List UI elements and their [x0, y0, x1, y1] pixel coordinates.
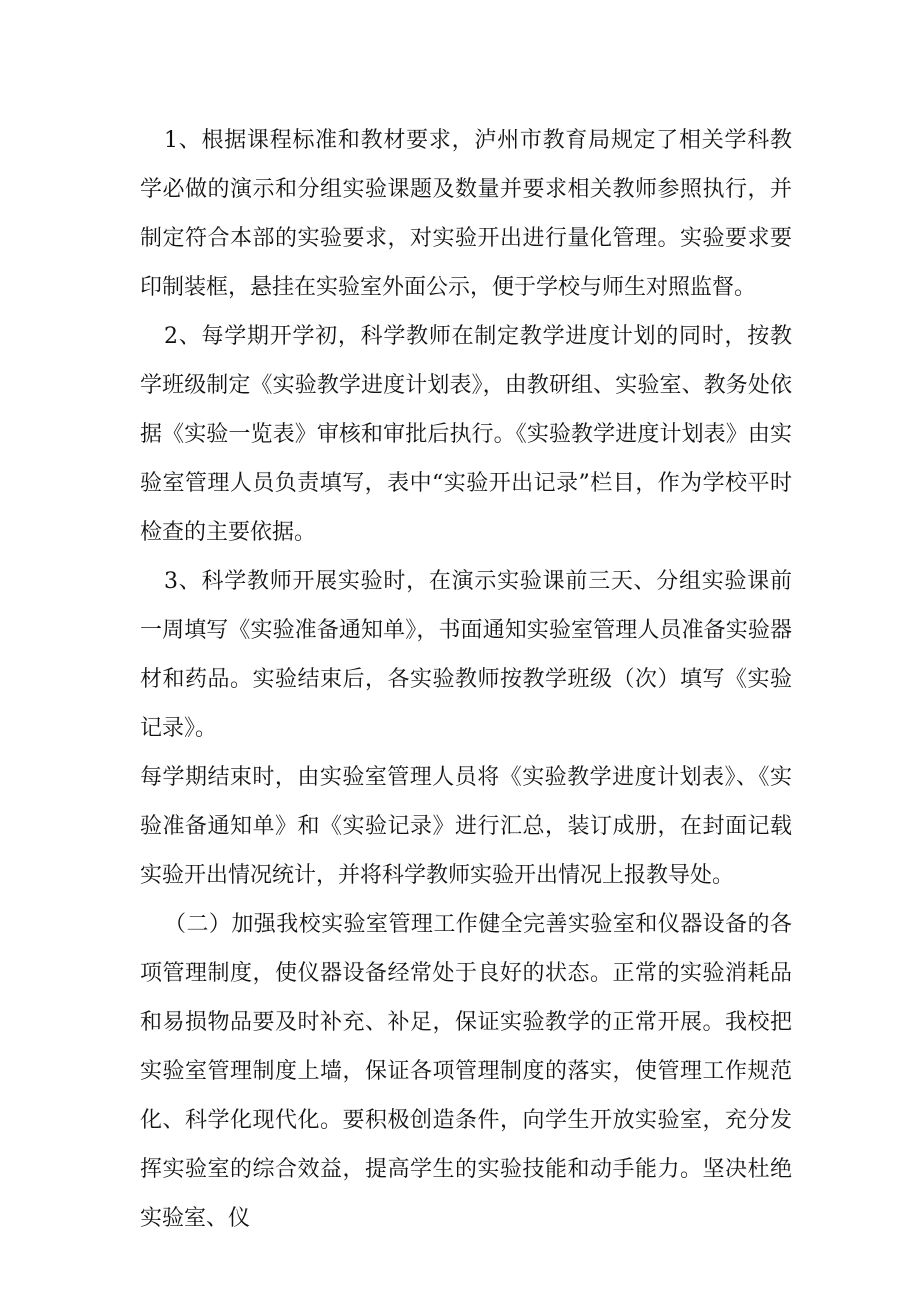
paragraph-semester-end-summary: 每学期结束时，由实验室管理人员将《实验教学进度计划表》、《实验准备通知单》和《实验记录》进行汇总，装订成册，在封面记载实验开出情况统计，并将科学教师实验开出情况上报教导处。	[140, 765, 792, 888]
paragraph-3-experiment-notice: 3、科学教师开展实验时，在演示实验课前三天、分组实验课前一周填写《实验准备通知单》，书面通知实验室管理人员准备实验器材和药品。实验结束后，各实验教师按教学班级（次）填写《实验记录》。	[140, 569, 792, 741]
document-body	[140, 116, 792, 1243]
paragraph-section-2-lab-management: （二）加强我校实验室管理工作健全完善实验室和仪器设备的各项管理制度，使仪器设备经常处于良好的状态。正常的实验消耗品和易损物品要及时补充、补足，保证实验教学的正常开展。我校把实验室管理制度上墙，保证各项管理制度的落实，使管理工作规范化、科学化现代化。要积极创造条件，向学生开放实验室，充分发挥实验室的综合效益，提高学生的实验技能和动手能力。坚决杜绝实验室、仪	[140, 912, 792, 1231]
paragraph-2-semester-plan: 2、每学期开学初，科学教师在制定教学进度计划的同时，按教学班级制定《实验教学进度计划表》，由教研组、实验室、教务处依据《实验一览表》审核和审批后执行。《实验教学进度计划表》由实验室管理人员负责填写，表中“实验开出记录”栏目，作为学校平时检查的主要依据。	[140, 324, 792, 545]
paragraph-1-experiment-requirements: 1、根据课程标准和教材要求，泸州市教育局规定了相关学科教学必做的演示和分组实验课题及数量并要求相关教师参照执行，并制定符合本部的实验要求，对实验开出进行量化管理。实验要求要印制装框，悬挂在实验室外面公示，便于学校与师生对照监督。	[140, 128, 792, 300]
